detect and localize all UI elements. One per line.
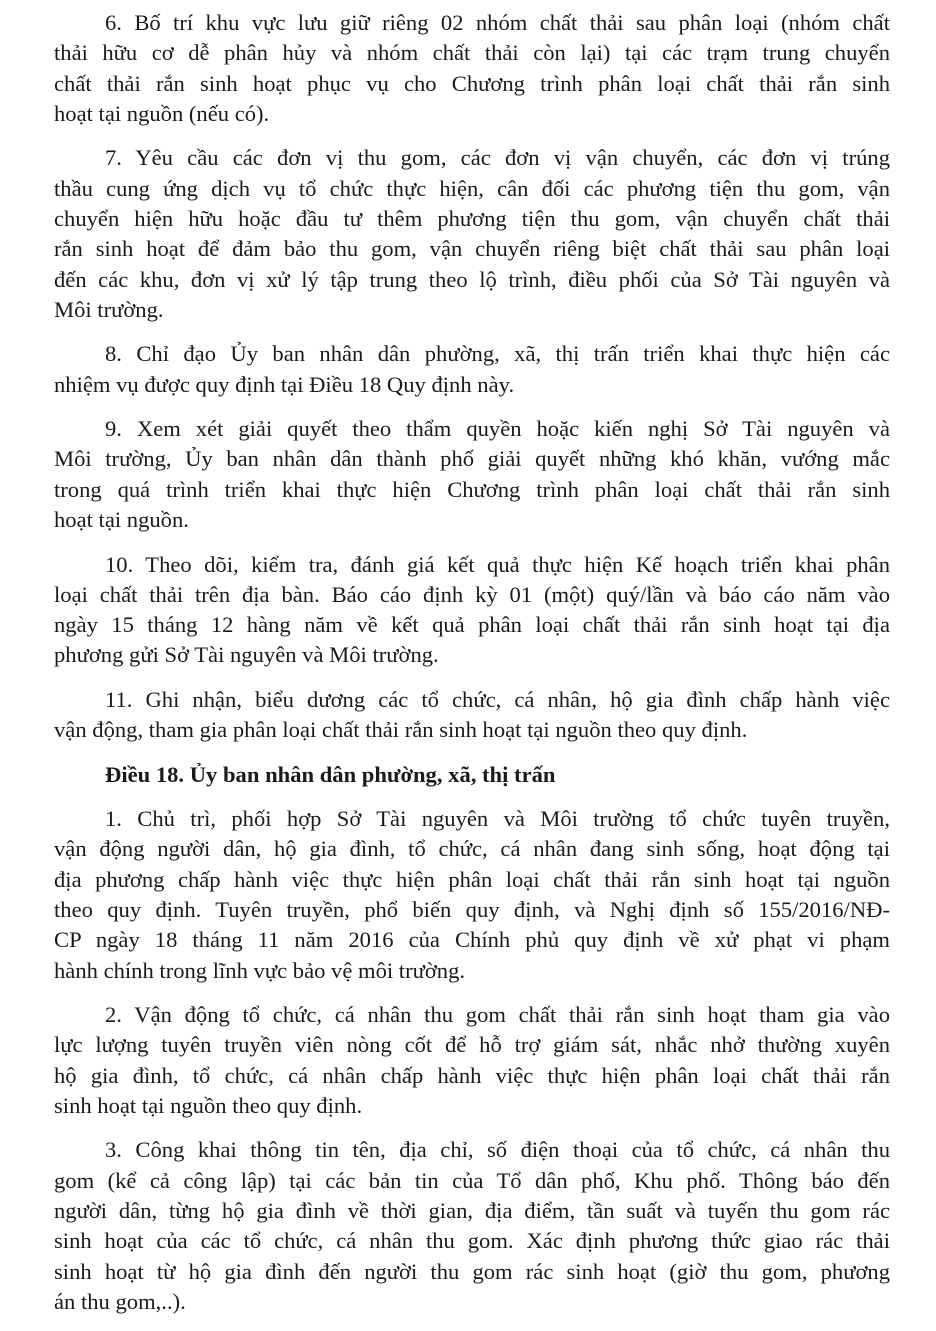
paragraph-line: thầu cung ứng dịch vụ tổ chức thực hiện, cân đối các phương tiện thu gom, vận: [54, 175, 890, 201]
paragraph-line: đến các khu, đơn vị xử lý tập trung theo lộ trình, điều phối của Sở Tài nguyên và: [54, 266, 890, 292]
paragraph-line: CP ngày 18 tháng 11 năm 2016 của Chính phủ quy định về xử phạt vi phạm: [54, 927, 890, 953]
paragraph-line: phương gửi Sở Tài nguyên và Môi trường.: [54, 642, 439, 668]
paragraphs-before-heading: [54, 8, 890, 745]
paragraph-line: 10. Theo dõi, kiểm tra, đánh giá kết quả thực hiện Kế hoạch triển khai phân: [105, 551, 890, 577]
paragraph-line: gom (kể cả công lập) tại các bản tin của Tổ dân phố, Khu phố. Thông báo đến: [54, 1167, 890, 1193]
paragraph-line: theo quy định. Tuyên truyền, phổ biến quy định, và Nghị định số 155/2016/NĐ-: [54, 897, 890, 923]
paragraph-line: 9. Xem xét giải quyết theo thẩm quyền hoặc kiến nghị Sở Tài nguyên và: [105, 416, 890, 442]
paragraph: [54, 804, 890, 986]
paragraph: [54, 685, 890, 746]
paragraph-line: rắn sinh hoạt để đảm bảo thu gom, vận chuyển riêng biệt chất thải sau phân loại: [54, 236, 890, 262]
paragraph-line: Môi trường.: [54, 296, 164, 322]
paragraph: [54, 1000, 890, 1121]
paragraph-line: 2. Vận động tổ chức, cá nhân thu gom chất thải rắn sinh hoạt tham gia vào: [105, 1002, 890, 1028]
paragraph: [54, 550, 890, 671]
paragraph-line: 11. Ghi nhận, biểu dương các tổ chức, cá nhân, hộ gia đình chấp hành việc: [105, 686, 890, 712]
paragraph-line: án thu gom,..).: [54, 1288, 186, 1314]
paragraphs-after-heading: [54, 804, 890, 1317]
paragraph-line: chuyển hiện hữu hoặc đầu tư thêm phương tiện thu gom, vận chuyển chất thải: [54, 205, 890, 231]
paragraph-line: vận động người dân, hộ gia đình, tổ chức, cá nhân đang sinh sống, hoạt động tại: [54, 836, 890, 862]
paragraph-line: 3. Công khai thông tin tên, địa chỉ, số điện thoại của tổ chức, cá nhân thu: [105, 1137, 890, 1163]
paragraph-line: thải hữu cơ dễ phân hủy và nhóm chất thải còn lại) tại các trạm trung chuyển: [54, 40, 890, 66]
paragraph-line: trong quá trình triển khai thực hiện Chương trình phân loại chất thải rắn sinh: [54, 476, 890, 502]
paragraph-line: 8. Chỉ đạo Ủy ban nhân dân phường, xã, thị trấn triển khai thực hiện các: [105, 341, 890, 367]
paragraph-line: ngày 15 tháng 12 hàng năm về kết quả phân loại chất thải rắn sinh hoạt tại địa: [54, 612, 890, 638]
paragraph: [54, 339, 890, 400]
paragraph-line: sinh hoạt của các tổ chức, cá nhân thu gom. Xác định phương thức giao rác thải: [54, 1228, 890, 1254]
paragraph-line: 7. Yêu cầu các đơn vị thu gom, các đơn vị vận chuyển, các đơn vị trúng: [105, 145, 890, 171]
paragraph-line: Môi trường, Ủy ban nhân dân thành phố giải quyết những khó khăn, vướng mắc: [54, 446, 890, 472]
paragraph-line: sinh hoạt tại nguồn theo quy định.: [54, 1093, 363, 1118]
paragraph-line: hành chính trong lĩnh vực bảo vệ môi trường.: [54, 957, 466, 983]
paragraph-line: chất thải rắn sinh hoạt phục vụ cho Chương trình phân loại chất thải rắn sinh: [54, 70, 890, 96]
paragraph: [54, 414, 890, 535]
paragraph-line: vận động, tham gia phân loại chất thải rắn sinh hoạt tại nguồn theo quy định.: [54, 717, 748, 743]
paragraph-line: sinh hoạt từ hộ gia đình đến người thu gom rác sinh hoạt (giờ thu gom, phương: [54, 1258, 890, 1284]
document-page: [54, 8, 890, 1331]
paragraph: [54, 1135, 890, 1317]
paragraph: [54, 143, 890, 325]
paragraph-line: hộ gia đình, tổ chức, cá nhân chấp hành việc thực hiện phân loại chất thải rắn: [54, 1062, 890, 1088]
paragraph-line: nhiệm vụ được quy định tại Điều 18 Quy định này.: [54, 371, 515, 397]
paragraph: [54, 8, 890, 129]
paragraph-line: lực lượng tuyên truyền viên nòng cốt để hỗ trợ giám sát, nhắc nhở thường xuyên: [54, 1032, 890, 1058]
paragraph-line: 1. Chủ trì, phối hợp Sở Tài nguyên và Môi trường tổ chức tuyên truyền,: [105, 806, 890, 832]
paragraph-line: 6. Bố trí khu vực lưu giữ riêng 02 nhóm chất thải sau phân loại (nhóm chất: [105, 10, 890, 35]
paragraph-line: hoạt tại nguồn.: [54, 507, 189, 533]
paragraph-line: người dân, từng hộ gia đình về thời gian, địa điểm, tần suất và tuyến thu gom rác: [54, 1198, 890, 1224]
paragraph-line: hoạt tại nguồn (nếu có).: [54, 100, 270, 126]
paragraph-line: loại chất thải trên địa bàn. Báo cáo định kỳ 01 (một) quý/lần và báo cáo năm vào: [54, 581, 890, 607]
article-heading: Điều 18. Ủy ban nhân dân phường, xã, thị trấn: [105, 761, 556, 787]
paragraph-line: địa phương chấp hành việc thực hiện phân loại chất thải rắn sinh hoạt tại nguồn: [54, 866, 890, 892]
